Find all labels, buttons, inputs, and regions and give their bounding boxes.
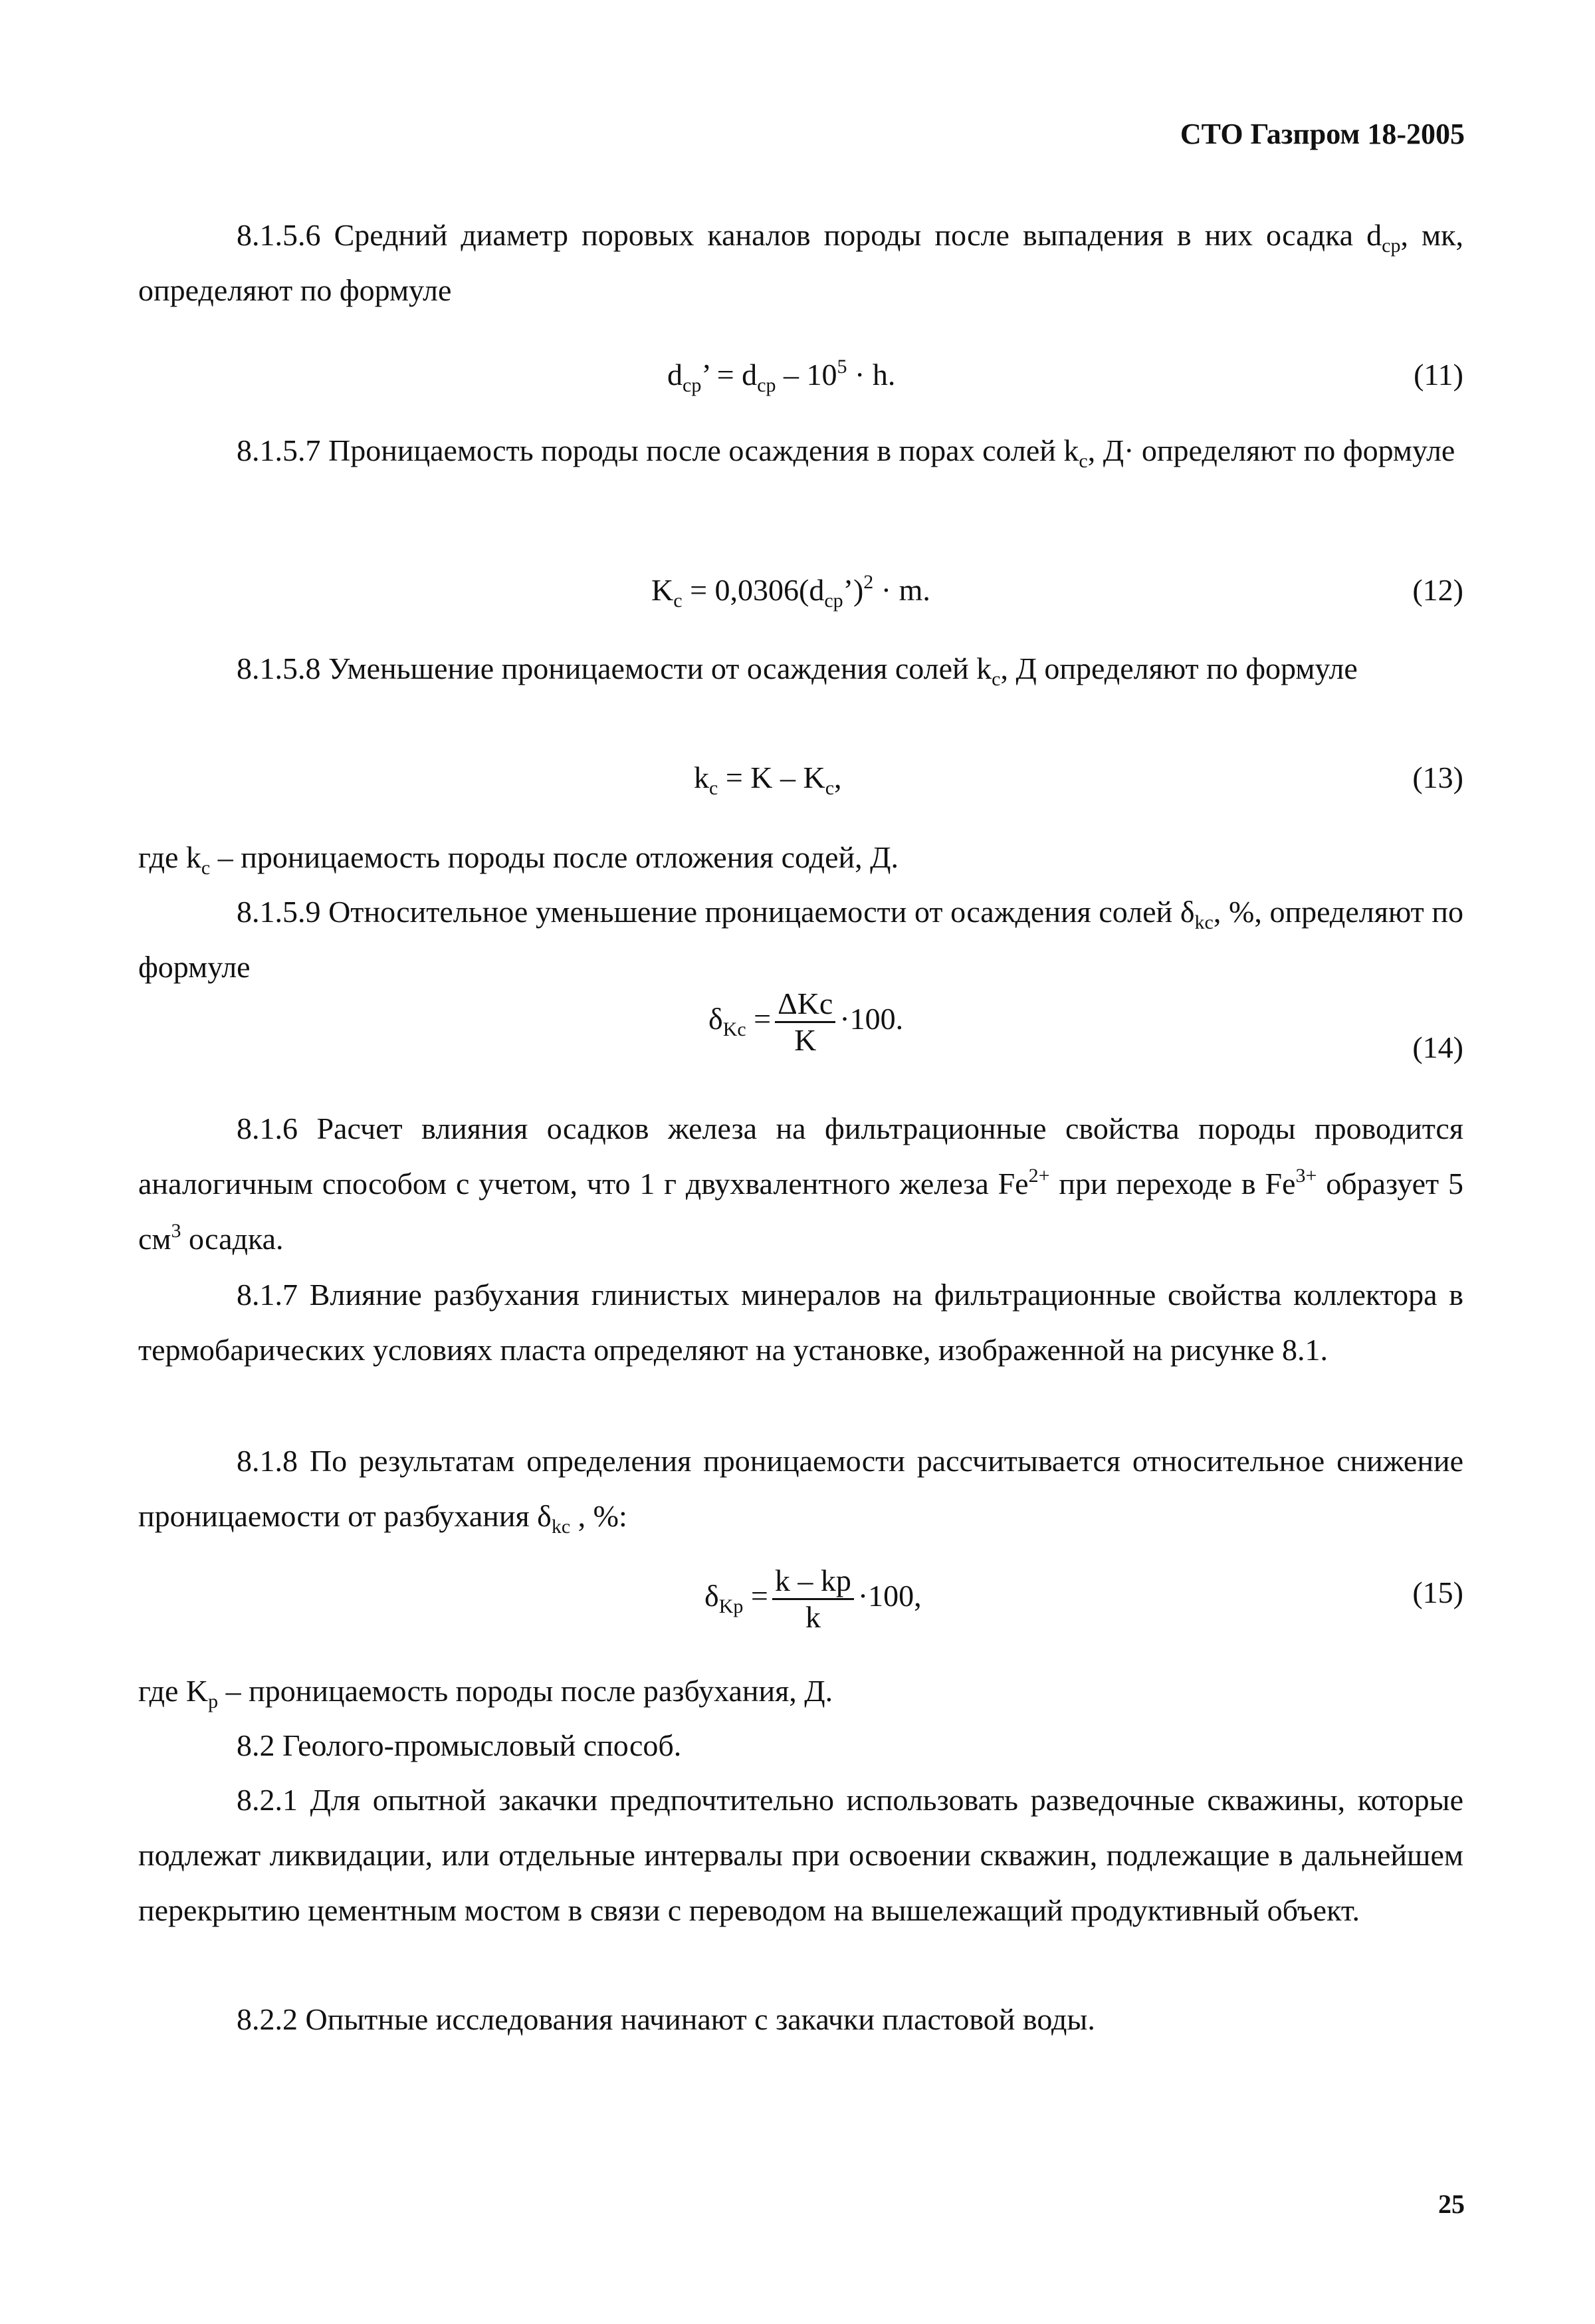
formula-12: $K_c$ = $0,0306(d_{ср}’)^2 \cdot m$. [651, 571, 930, 612]
where-clause-13: где $k_c$ – проницаемость породы после отложения содей, Д. [138, 840, 899, 879]
paragraph-8-1-7: 8.1.7 Влияние разбухания глинистых минералов на фильтрационные свойства коллектора в термобарических условиях пласта определяют на установке, изображенной на рисунке 8.1. [138, 1278, 1463, 1367]
equation-number-13: (13) [1412, 760, 1463, 794]
formula-15: $\delta_{Kp}$ = $\frac{k - kp}{k}$ ·100, [704, 1564, 922, 1634]
fraction: $\frac{\text{ΔKc}}{K}$ [775, 987, 835, 1058]
paragraph-8-1-5-8: 8.1.5.8 Уменьшение проницаемости от осаждения солей $k_c$, Д определяют по формуле [237, 651, 1358, 690]
paragraph-8-1-5-6: 8.1.5.6 Средний диаметр поровых каналов породы после выпадения в них осадка $d_{ср}$, мк, определяют по формуле [138, 218, 1463, 307]
paragraph-8-1-5-7: 8.1.5.7 Проницаемость породы после осаждения в порах солей $k_c$, Д· определяют по формуле [237, 433, 1455, 472]
paragraph-8-1-5-9: 8.1.5.9 Относительное уменьшение проницаемости от осаждения солей $\delta_{kc}$, %, определяют по формуле [138, 895, 1463, 984]
equation-number-15: (15) [1412, 1575, 1463, 1609]
formula-14: $\delta_{Kc}$ = $\frac{\text{ΔKc}}{K}$ ·100. [708, 987, 904, 1057]
equation-number-11: (11) [1414, 358, 1463, 392]
formula-11: $d_{ср}$’ = $d_{ср} - 10^5 \cdot h$. [667, 356, 896, 396]
paragraph-8-2-1: 8.2.1 Для опытной закачки предпочтительно использовать разведочные скважины, которые подлежат ликвидации, или отдельные интервалы при освоении скважин, подлежащие в дальнейшем перекрытию цементным мостом в связи с переводом на вышележащий продуктивный объект. [138, 1783, 1463, 1927]
paragraph-8-1-6: 8.1.6 Расчет влияния осадков железа на фильтрационные свойства породы проводится аналогичным способом с учетом, что 1 г двухвалентного железа $Fe^{2+}$ при переходе в $Fe^{3+}$ образует 5 $см^3$ осадка. [138, 1111, 1463, 1256]
where-clause-15: где $K_p$ – проницаемость породы после разбухания, Д. [138, 1674, 833, 1712]
page-header: СТО Газпром 18-2005 [1180, 118, 1465, 150]
equation-number-14: (14) [1412, 1030, 1463, 1064]
fraction: $\frac{k - kp}{k}$ [772, 1564, 854, 1635]
formula-13: $k_c = K - K_c$, [694, 760, 842, 799]
equation-number-12: (12) [1412, 573, 1463, 607]
paragraph-8-2-2: 8.2.2 Опытные исследования начинают с закачки пластовой воды. [237, 2002, 1095, 2036]
paragraph-8-2: 8.2 Геолого-промысловый способ. [237, 1728, 682, 1762]
paragraph-8-1-8: 8.1.8 По результатам определения проницаемости рассчитывается относительное снижение проницаемости от разбухания $\delta_{kc}$ , %: [138, 1444, 1463, 1538]
page-number: 25 [1438, 2189, 1465, 2219]
